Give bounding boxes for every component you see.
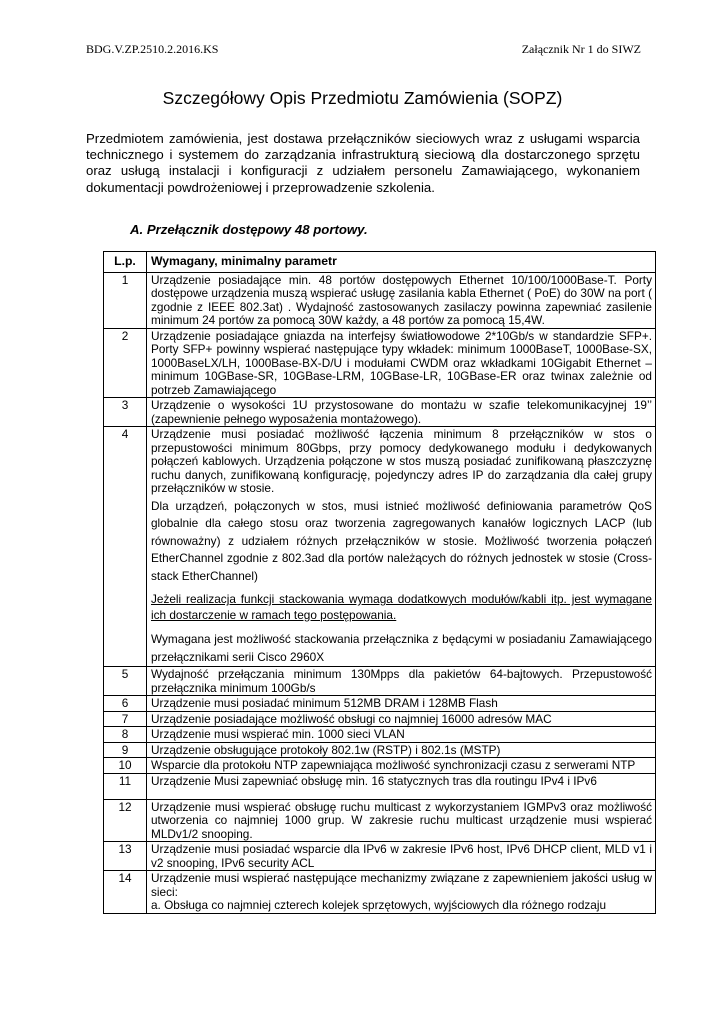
row-text: Urządzenie musi wspierać min. 1000 sieci VLAN [147, 727, 656, 743]
table-header-row [104, 252, 656, 273]
row-number: 10 [104, 758, 147, 774]
row-number: 7 [104, 711, 147, 727]
row-number: 8 [104, 727, 147, 743]
row-number: 6 [104, 696, 147, 712]
col-header-lp: L.p. [104, 252, 147, 273]
requirements-table [103, 251, 656, 914]
row-number: 1 [104, 272, 147, 328]
table-row [104, 758, 656, 774]
row-text: Urządzenie Musi zapewniać obsługę min. 16 statycznych tras dla routingu IPv4 i IPv6 [147, 773, 656, 799]
table-row [104, 696, 656, 712]
row-text-multi [147, 871, 656, 914]
row-number: 11 [104, 773, 147, 799]
table-row [104, 727, 656, 743]
row-text: Urządzenie posiadające możliwość obsługi co najmniej 16000 adresów MAC [147, 711, 656, 727]
row-paragraph: Urządzenie musi wspierać następujące mechanizmy związane z zapewnieniem jakości usług w sieci: [151, 871, 652, 899]
table-row [104, 711, 656, 727]
row-text: Urządzenie posiadające min. 48 portów dostępowych Ethernet 10/100/1000Base-T. Porty dostępowe urządzenia muszą wspierać usługę zasilania kabla Ethernet ( PoE) do 30W na port ( zgodnie z IEEE 802.3at) . Wydajność zastosowanych zasilaczy powinna zapewniać zasilenie minimum 24 portów za pomocą 30W każdy, a 48 portów za pomocą 15,4W. [147, 272, 656, 328]
row-number: 3 [104, 398, 147, 427]
row-paragraph: Urządzenie musi posiadać możliwość łączenia minimum 8 przełączników w stos o przepustowości minimum 80Gbps, przy pomocy dedykowanego modułu i dedykowanych połączeń kablowych. Urządzenia połączone w stos muszą posiadać zunifikowaną płaszczyznę ruchu danych, zunifikowaną konfigurację, pojedynczy adres IP do zarządzania dla całej grupy przełączników w stosie. [151, 427, 652, 495]
table-row [104, 328, 656, 398]
table-row [104, 398, 656, 427]
row-list-item: a. Obsługa co najmniej czterech kolejek sprzętowych, wyjściowych dla różnego rodzaju [151, 898, 607, 912]
row-text: Wsparcie dla protokołu NTP zapewniająca możliwość synchronizacji czasu z serwerami NTP [147, 758, 656, 774]
row-text: Urządzenie musi posiadać minimum 512MB DRAM i 128MB Flash [147, 696, 656, 712]
table-row [104, 773, 656, 799]
table-row [104, 742, 656, 758]
row-number: 14 [104, 871, 147, 914]
table-row [104, 667, 656, 696]
row-number: 13 [104, 842, 147, 871]
intro-paragraph: Przedmiotem zamówienia, jest dostawa przełączników sieciowych wraz z usługami wsparcia technicznego i systemem do zarządzania infrastrukturą sieciową dla dostarczonego sprzętu oraz usługą instalacji i konfiguracji z udziałem personelu Zamawiającego, wykonaniem dokumentacji powdrożeniowej i przeprowadzenie szkolenia. [86, 131, 640, 195]
row-text: Urządzenie musi wspierać obsługę ruchu multicast z wykorzystaniem IGMPv3 oraz możliwość utworzenia co najmniej 1000 grup. W zakresie ruchu multicast urządzenie musi wspierać MLDv1/2 snooping. [147, 799, 656, 842]
document-reference: BDG.V.ZP.2510.2.2016.KS [86, 42, 219, 56]
row-paragraph: Dla urządzeń, połączonych w stos, musi istnieć możliwość definiowania parametrów QoS globalnie dla całego stosu oraz tworzenia zagregowanych kanałów logicznych LACP (lub równoważny) z udziałem różnych przełączników w stosie. Możliwość tworzenia połączeń EtherChannel zgodnie z 802.3ad dla portów należących do różnych jednostek w stosie (Cross-stack EtherChannel) [151, 498, 652, 583]
row-number: 2 [104, 328, 147, 398]
row-number: 9 [104, 742, 147, 758]
table-row [104, 799, 656, 842]
attachment-label: Załącznik Nr 1 do SIWZ [521, 42, 641, 56]
row-text: Urządzenie posiadające gniazda na interfejsy światłowodowe 2*10Gb/s w standardzie SFP+. Porty SFP+ powinny wspierać następujące typy wkładek: minimum 1000BaseT, 1000Base-SX, 1000BaseLX/LH, 1000Base-BX-D/U i modułami CWDM oraz wkładkami 10Gigabit Ethernet – minimum 10GBase-SR, 10GBase-LRM, 10GBase-LR, 10GBase-ER oraz twinax zależnie od potrzeb Zamawiającego [147, 328, 656, 398]
page-title: Szczegółowy Opis Przedmiotu Zamówienia (SOPZ) [162, 88, 563, 108]
row-paragraph: Wymagana jest możliwość stackowania przełącznika z będącymi w posiadaniu Zamawiającego przełącznikami serii Cisco 2960X [151, 632, 652, 664]
row-number: 5 [104, 667, 147, 696]
row-paragraph-underlined: Jeżeli realizacja funkcji stackowania wymaga dodatkowych modułów/kabli itp. jest wymagane ich dostarczenie w ramach tego postępowania. [151, 592, 652, 622]
row-text: Wydajność przełączania minimum 130Mpps dla pakietów 64-bajtowych. Przepustowość przełącznika minimum 100Gb/s [147, 667, 656, 696]
row-number: 4 [104, 427, 147, 667]
table-row [104, 272, 656, 328]
row-text: Urządzenie obsługujące protokoły 802.1w (RSTP) i 802.1s (MSTP) [147, 742, 656, 758]
table-row [104, 842, 656, 871]
row-text: Urządzenie musi posiadać wsparcie dla IPv6 w zakresie IPv6 host, IPv6 DHCP client, MLD v1 i v2 snooping, IPv6 security ACL [147, 842, 656, 871]
table-row [104, 427, 656, 667]
table-row [104, 871, 656, 914]
row-number: 12 [104, 799, 147, 842]
col-header-requirement: Wymagany, minimalny parametr [147, 252, 656, 273]
section-title: A. Przełącznik dostępowy 48 portowy. [130, 222, 368, 237]
row-text-multi [147, 427, 656, 667]
row-text: Urządzenie o wysokości 1U przystosowane do montażu w szafie telekomunikacyjnej 19’’ (zapewnienie pełnego wyposażenia montażowego). [147, 398, 656, 427]
